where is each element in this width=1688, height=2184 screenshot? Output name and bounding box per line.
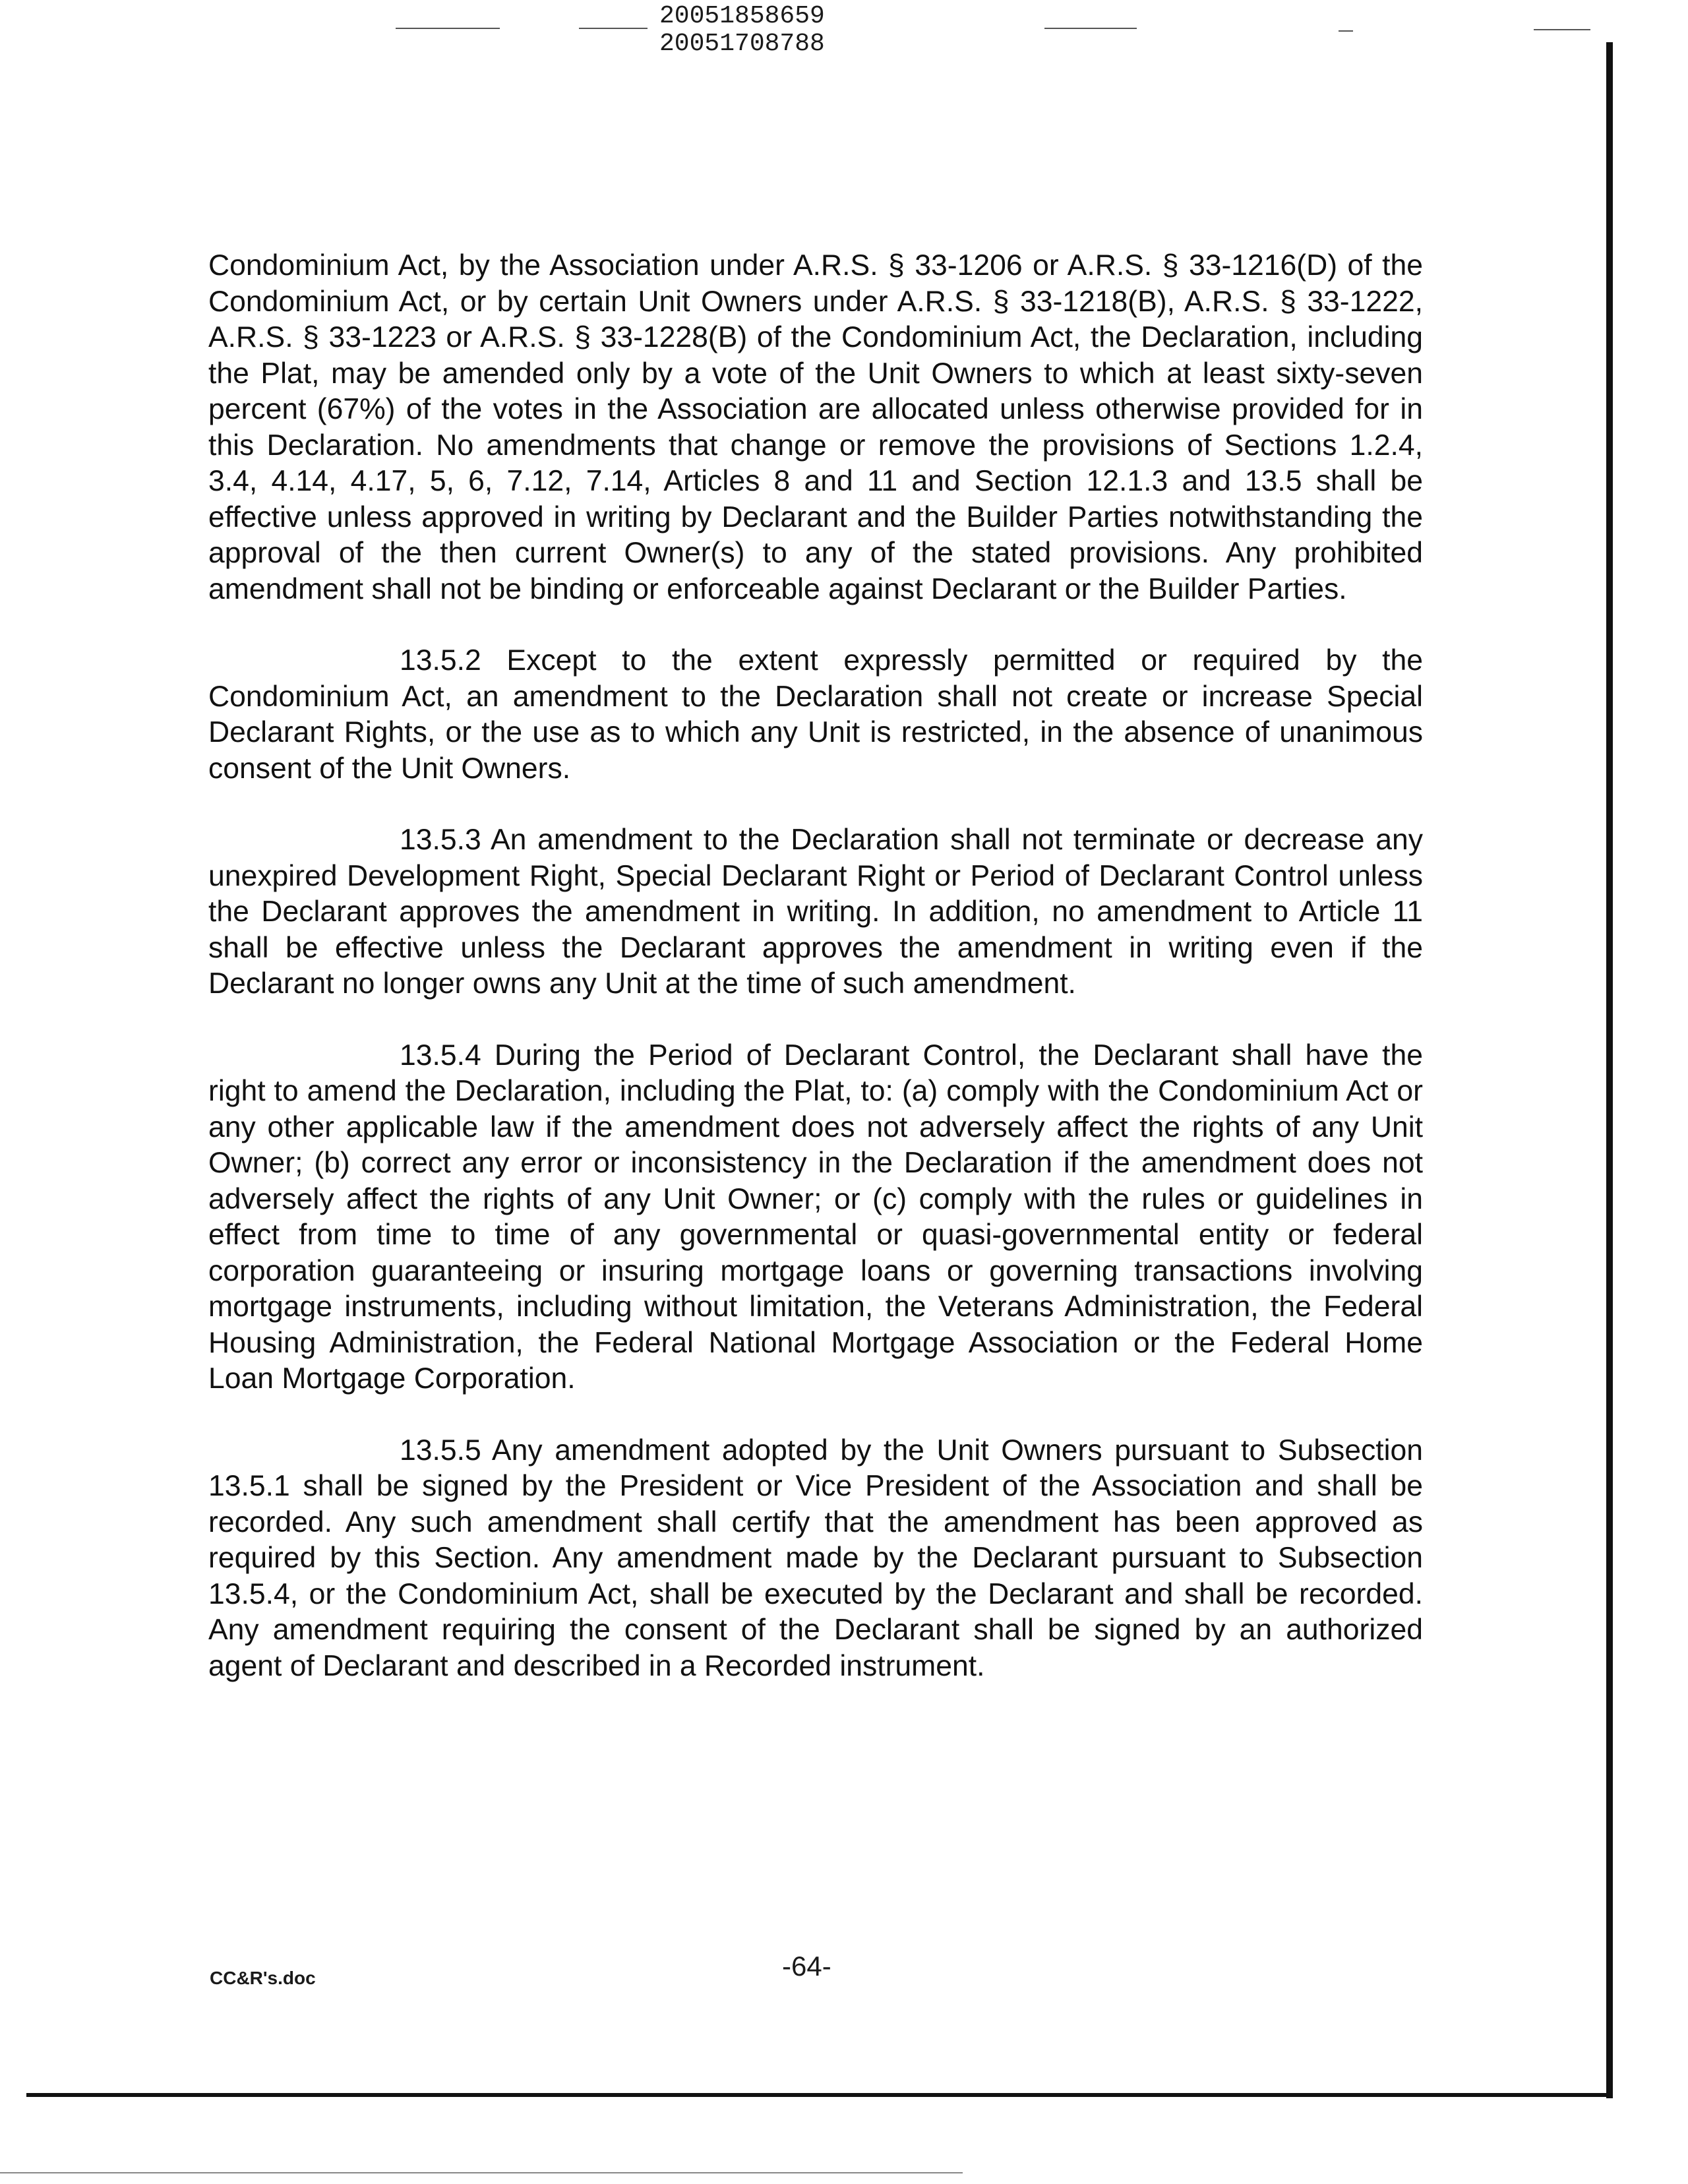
page-number: -64-	[782, 1951, 831, 1982]
header-dash-4	[1339, 30, 1353, 32]
recording-numbers	[659, 3, 989, 58]
paragraph-13-5-2: 13.5.2 Except to the extent expressly permitted or required by the Condominium Act, an amendment to the Declaration shall not create or increase Special Declarant Rights, or the use as to which any Unit is restricted, in the absence of unanimous consent of the Unit Owners.	[208, 644, 1423, 785]
paragraph-13-5-5: 13.5.5 Any amendment adopted by the Unit Owners pursuant to Subsection 13.5.1 shall be signed by the President or Vice President of the Association and shall be recorded. Any such amendment shall certify that the amendment has been approved as required by this Section. Any amendment made by the Declarant pursuant to Subsection 13.5.4, or the Condominium Act, shall be executed by the Declarant and shall be recorded. Any amendment requiring the consent of the Declarant shall be signed by an authorized agent of Declarant and described in a Recorded instrument.	[208, 1434, 1423, 1682]
scan-bottom-edge	[0, 2172, 963, 2173]
header-dash-1	[396, 28, 500, 29]
scan-bottom-border	[26, 2093, 1613, 2097]
scan-right-border	[1606, 42, 1613, 2098]
paragraph-13-5-3: 13.5.3 An amendment to the Declaration shall not terminate or decrease any unexpired Development Right, Special Declarant Right or Period of Declarant Control unless the Declarant approves the amendment in writing. In addition, no amendment to Article 11 shall be effective unless the Declarant approves the amendment in writing even if the Declarant no longer owns any Unit at the time of such amendment.	[208, 824, 1423, 1000]
header-dash-5	[1534, 29, 1590, 30]
paragraph-13-5-1-continuation: Condominium Act, by the Association under A.R.S. § 33-1206 or A.R.S. § 33-1216(D) of the Condominium Act, or by certain Unit Owners under A.R.S. § 33-1218(B), A.R.S. § 33-1222, A.R.S. § 33-1223 or A.R.S. § 33-1228(B) of the Condominium Act, the Declaration, including the Plat, may be amended only by a vote of the Unit Owners to which at least sixty-seven percent (67%) of the votes in the Association are allocated unless otherwise provided for in this Declaration. No amendments that change or remove the provisions of Sections 1.2.4, 3.4, 4.14, 4.17, 5, 6, 7.12, 7.14, Articles 8 and 11 and Section 12.1.3 and 13.5 shall be effective unless approved in writing by Declarant and the Builder Parties notwithstanding the approval of the then current Owner(s) to any of the stated provisions. Any prohibited amendment shall not be binding or enforceable against Declarant or the Builder Parties.	[208, 249, 1423, 605]
paragraph-13-5-4: 13.5.4 During the Period of Declarant Control, the Declarant shall have the right to amend the Declaration, including the Plat, to: (a) comply with the Condominium Act or any other applicable law if the amendment does not adversely affect the rights of any Unit Owner; (b) correct any error or inconsistency in the Declaration if the amendment does not adversely affect the rights of any Unit Owner; or (c) comply with the rules or guidelines in effect from time to time of any governmental or quasi-governmental entity or federal corporation guaranteeing or insuring mortgage loans or governing transactions involving mortgage instruments, including without limitation, the Veterans Administration, the Federal Housing Administration, the Federal National Mortgage Association or the Federal Home Loan Mortgage Corporation.	[208, 1039, 1423, 1395]
header-dash-3	[1044, 28, 1137, 29]
header-dash-2	[579, 28, 648, 29]
recording-number-2: 20051708788	[659, 30, 825, 58]
footer-filename: CC&R's.doc	[210, 1968, 316, 1988]
recording-number-1: 20051858659	[659, 2, 825, 30]
document-body	[208, 248, 1423, 1720]
